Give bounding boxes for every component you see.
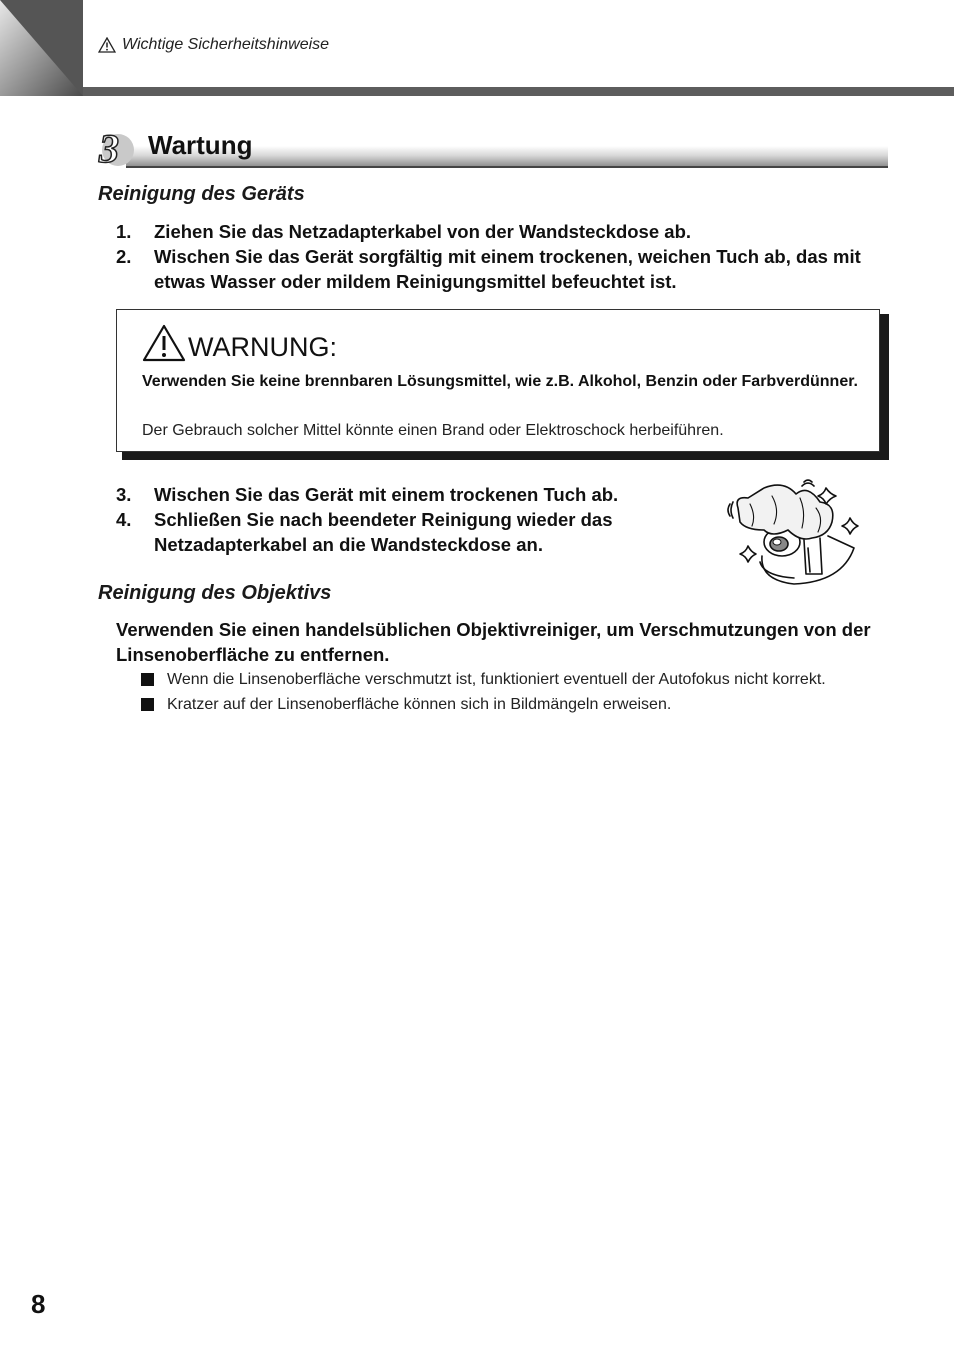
warning-triangle-icon — [142, 324, 186, 362]
subheading-device-cleaning: Reinigung des Geräts — [98, 183, 305, 205]
subheading-lens-cleaning: Reinigung des Objektivs — [98, 582, 332, 604]
step-number: 1. — [116, 221, 132, 242]
step-number: 3. — [116, 484, 132, 505]
warning-triangle-icon — [98, 37, 116, 53]
steps-list-a — [116, 219, 886, 294]
corner-tab-decoration — [0, 0, 83, 96]
running-header-text: Wichtige Sicherheitshinweise — [122, 36, 330, 53]
section-number-badge — [96, 126, 136, 170]
warning-heading — [142, 324, 337, 362]
step-item — [116, 482, 706, 507]
steps-list-b — [116, 482, 706, 557]
list-item — [141, 667, 901, 692]
list-item-text: Wenn die Linsenoberfläche verschmutzt ist, funktioniert eventuell der Autofokus nicht korrekt. — [167, 671, 826, 688]
bullet-list — [141, 667, 901, 717]
step-text: Wischen Sie das Gerät sorgfältig mit einem trockenen, weichen Tuch ab, das mit etwas Wasser oder mildem Reinigungsmittel befeuchtet ist. — [154, 246, 861, 292]
warning-title: WARNUNG: — [188, 332, 337, 362]
section-heading-rule — [126, 166, 888, 168]
section-number: 3 — [99, 126, 119, 170]
list-item — [141, 692, 901, 717]
bullet-square-icon — [141, 698, 154, 711]
section-title: Wartung — [148, 130, 253, 160]
warning-box — [116, 309, 880, 452]
step-number: 2. — [116, 246, 132, 267]
step-number: 4. — [116, 509, 132, 530]
step-item — [116, 244, 886, 294]
list-item-text: Kratzer auf der Linsenoberfläche können sich in Bildmängeln erweisen. — [167, 696, 672, 713]
warning-bold-text: Verwenden Sie keine brennbaren Lösungsmittel, wie z.B. Alkohol, Benzin oder Farbverdünner. — [142, 373, 858, 390]
running-header — [98, 36, 329, 54]
step-text: Ziehen Sie das Netzadapterkabel von der Wandsteckdose ab. — [154, 221, 692, 242]
bullet-square-icon — [141, 673, 154, 686]
header-bar — [83, 87, 954, 96]
step-item — [116, 219, 886, 244]
section-heading — [96, 126, 888, 170]
step-text: Schließen Sie nach beendeter Reinigung wieder das Netzadapterkabel an die Wandsteckdose an. — [154, 509, 613, 555]
warning-body-text: Der Gebrauch solcher Mittel könnte einen Brand oder Elektroschock herbeiführen. — [142, 422, 724, 439]
step-text: Wischen Sie das Gerät mit einem trockenen Tuch ab. — [154, 484, 619, 505]
camera-cleaning-illustration — [724, 478, 864, 588]
page-number: 8 — [31, 1289, 46, 1319]
lens-cleaning-intro: Verwenden Sie einen handelsüblichen Objektivreiniger, um Verschmutzungen von der Linsenoberfläche zu entfernen. — [116, 619, 871, 665]
step-item — [116, 507, 706, 557]
